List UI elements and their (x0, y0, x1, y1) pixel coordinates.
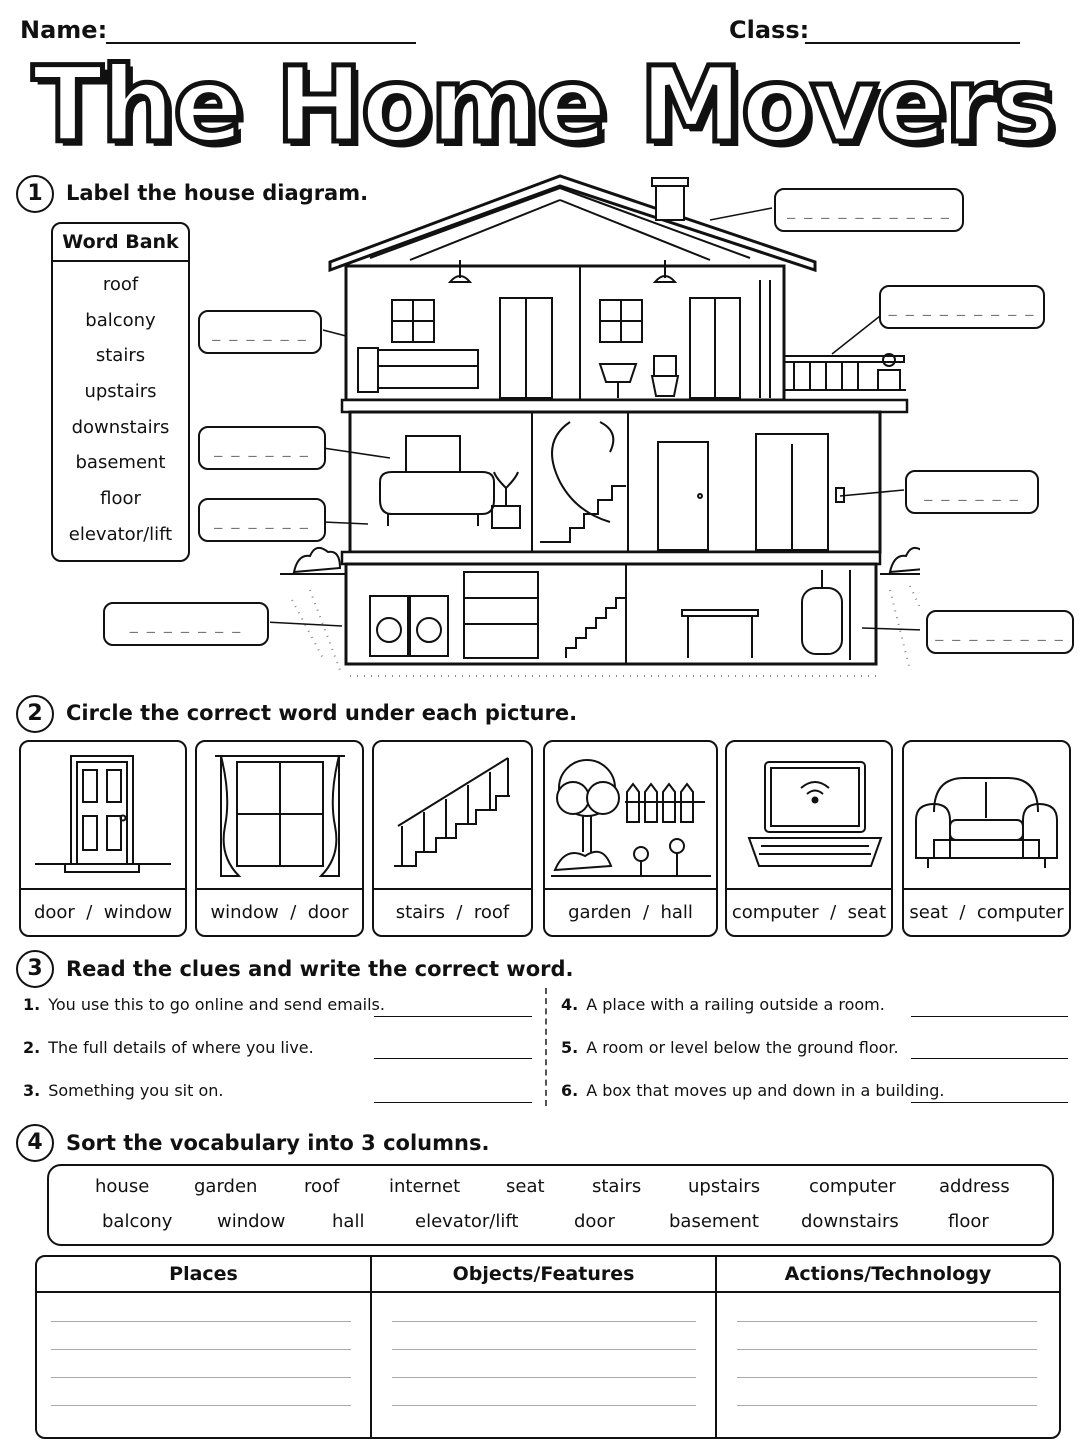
writing-line[interactable] (51, 1377, 351, 1378)
column-header: Objects/Features (372, 1257, 715, 1293)
word-bank (51, 222, 190, 562)
word-bank-item: roof (102, 274, 139, 295)
window-icon (197, 742, 362, 888)
sort-column-places (37, 1257, 372, 1437)
vocab-word: elevator/lift (415, 1211, 519, 1232)
word-bank-item: downstairs (71, 416, 170, 438)
label-box-basement[interactable]: _ _ _ _ _ _ _ (103, 602, 269, 646)
picture-caption[interactable]: seat / computer (909, 902, 1064, 923)
writing-line[interactable] (737, 1377, 1037, 1378)
vocab-word: basement (669, 1211, 759, 1232)
answer-line-5[interactable] (911, 1058, 1068, 1059)
vocab-word: hall (332, 1211, 365, 1232)
label-box-downstairs[interactable]: _ _ _ _ _ _ (198, 426, 326, 470)
answer-line-1[interactable] (374, 1016, 532, 1017)
answer-line-3[interactable] (374, 1102, 532, 1103)
section-1-number: 1 (16, 175, 54, 213)
word-bank-title: Word Bank (53, 224, 188, 262)
section-3-number: 3 (16, 950, 54, 988)
name-label: Name: (20, 16, 108, 44)
clue-5: 5. A room or level below the ground floor. (561, 1038, 899, 1057)
section-4-number: 4 (16, 1124, 54, 1162)
clue-1: 1. You use this to go online and send emails. (23, 995, 385, 1014)
picture-caption[interactable]: stairs / roof (395, 902, 510, 923)
vocab-word: internet (389, 1176, 461, 1197)
picture-card-door (19, 740, 187, 937)
answer-line-2[interactable] (374, 1058, 532, 1059)
door-icon (21, 742, 185, 888)
vocabulary-box (47, 1164, 1054, 1246)
writing-line[interactable] (51, 1405, 351, 1406)
garden-icon (545, 742, 716, 888)
picture-card-stairs (372, 740, 533, 937)
section-2-number: 2 (16, 695, 54, 733)
column-header: Actions/Technology (717, 1257, 1059, 1293)
label-box-stairs[interactable]: _ _ _ _ _ _ _ _ (926, 610, 1074, 654)
label-box-floor[interactable]: _ _ _ _ _ _ (198, 498, 326, 542)
roof-icon (330, 176, 815, 270)
vocab-word: garden (194, 1176, 258, 1197)
picture-card-seat (902, 740, 1071, 937)
picture-card-computer (725, 740, 893, 937)
word-bank-item: basement (75, 452, 166, 474)
writing-line[interactable] (392, 1349, 696, 1350)
label-box-balcony[interactable]: _ _ _ _ _ _ _ _ _ (879, 285, 1045, 329)
section-4-title: Sort the vocabulary into 3 columns. (66, 1131, 490, 1155)
column-header: Places (37, 1257, 370, 1293)
vocab-word: seat (506, 1176, 545, 1197)
section-2-title: Circle the correct word under each picture. (66, 701, 578, 725)
sort-table (35, 1255, 1061, 1439)
house-diagram (270, 170, 920, 690)
sort-column-actions (717, 1257, 1059, 1437)
worksheet-title: The Home Movers (32, 44, 1054, 166)
word-bank-item: floor (100, 488, 141, 510)
word-bank-item: balcony (85, 309, 156, 331)
clue-2: 2. The full details of where you live. (23, 1038, 314, 1057)
picture-caption[interactable]: window / door (210, 902, 349, 923)
vocab-word: window (217, 1211, 286, 1232)
clue-6: 6. A box that moves up and down in a building. (561, 1081, 945, 1100)
answer-line-4[interactable] (911, 1016, 1068, 1017)
clue-4: 4. A place with a railing outside a room. (561, 995, 885, 1014)
vocab-word: downstairs (801, 1211, 899, 1232)
writing-line[interactable] (737, 1405, 1037, 1406)
writing-line[interactable] (737, 1349, 1037, 1350)
picture-card-garden (543, 740, 718, 937)
writing-line[interactable] (737, 1321, 1037, 1322)
section-1-title: Label the house diagram. (66, 181, 369, 205)
vocab-word: balcony (102, 1211, 173, 1232)
picture-card-window (195, 740, 364, 937)
stairs-icon (374, 742, 531, 888)
vocab-word: address (939, 1176, 1010, 1197)
writing-line[interactable] (392, 1377, 696, 1378)
vocab-word: house (95, 1176, 150, 1197)
label-box-elevator[interactable]: _ _ _ _ _ _ (905, 470, 1039, 514)
vocab-word: upstairs (688, 1176, 761, 1197)
writing-line[interactable] (392, 1405, 696, 1406)
picture-caption[interactable]: computer / seat (731, 902, 887, 923)
sofa-icon (904, 742, 1069, 888)
writing-line[interactable] (392, 1321, 696, 1322)
writing-line[interactable] (51, 1349, 351, 1350)
laptop-icon (727, 742, 891, 888)
word-bank-item: elevator/lift (68, 523, 173, 545)
vocab-word: computer (809, 1176, 896, 1197)
answer-line-6[interactable] (911, 1102, 1068, 1103)
vocab-word: roof (304, 1176, 340, 1197)
balcony-icon (784, 354, 906, 390)
label-box-upstairs[interactable]: _ _ _ _ _ _ (198, 310, 322, 354)
vocab-word: floor (948, 1211, 989, 1232)
picture-caption[interactable]: door / window (33, 902, 173, 923)
class-label: Class: (729, 16, 810, 44)
vocab-word: stairs (592, 1176, 642, 1197)
word-bank-item: stairs (95, 345, 146, 367)
clue-3: 3. Something you sit on. (23, 1081, 224, 1100)
section-3-title: Read the clues and write the correct word. (66, 957, 574, 981)
picture-caption[interactable]: garden / hall (568, 902, 693, 923)
vocab-word: door (574, 1211, 615, 1232)
label-box-roof[interactable]: _ _ _ _ _ _ _ _ _ _ (774, 188, 964, 232)
sort-column-objects (372, 1257, 717, 1437)
clue-divider (545, 988, 547, 1106)
word-bank-item: upstairs (84, 381, 157, 403)
writing-line[interactable] (51, 1321, 351, 1322)
